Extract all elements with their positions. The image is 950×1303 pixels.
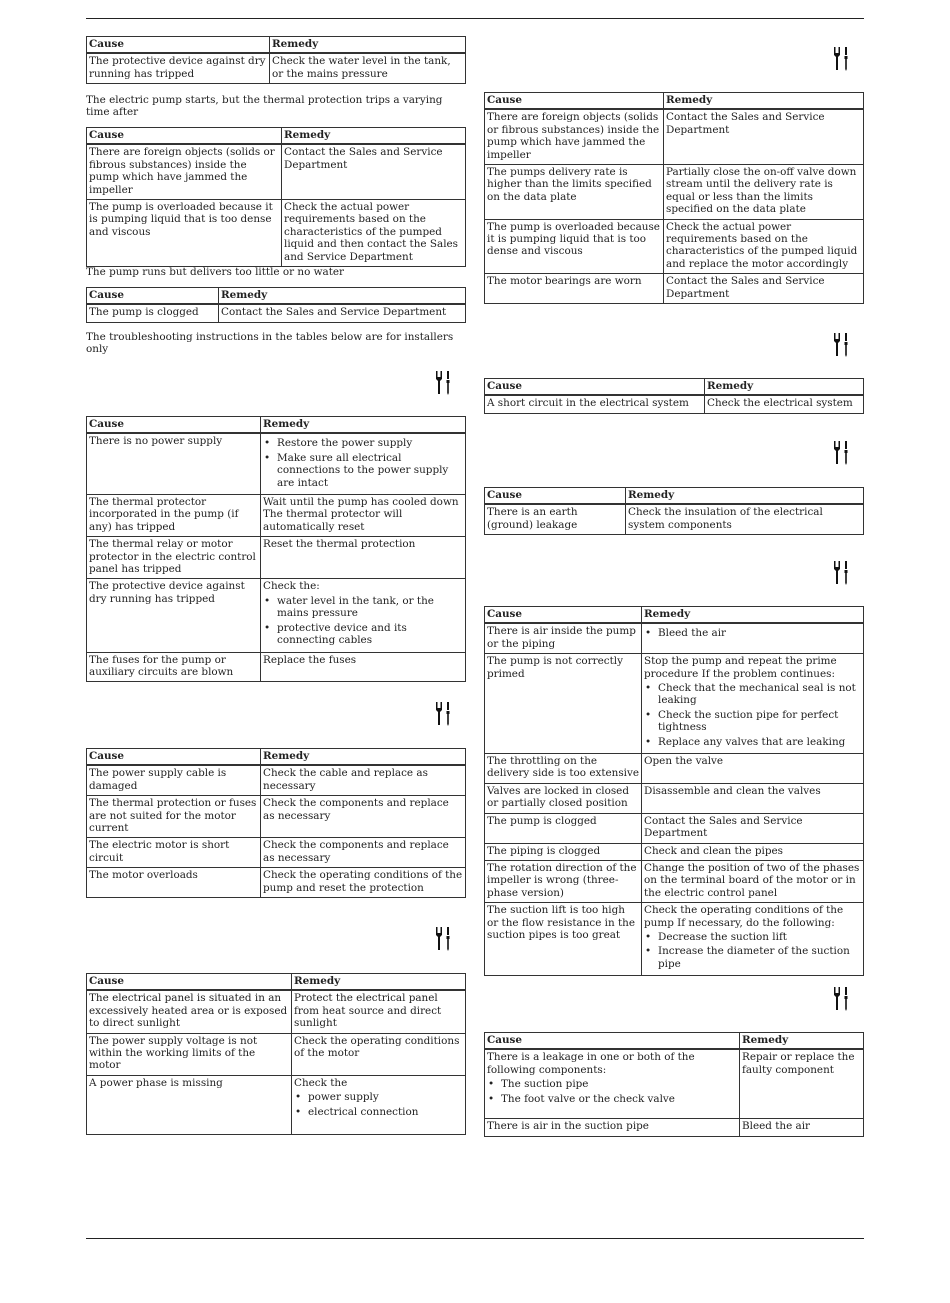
table-row: Valves are locked in closed or partially closed position Disassemble and clean the valves: [485, 783, 864, 813]
header-remedy: Remedy: [270, 37, 466, 54]
remedy-list: • Bleed the air: [644, 627, 861, 639]
top-rule: [86, 18, 864, 19]
table-no-power: Cause Remedy There is no power supply • Restore the power supply • Make sure all electrical connections to the power supply are intact The thermal protector incorporated in the pump (if any) has tripped Wait until the pump has cooled down The thermal protector will automatically reset The thermal relay or motor protector in the electric control panel has tripped Reset the thermal protection The protective device against dry running has tripped Check the: • water level in the tank, or the mains pressure • protective device and its connecting cables The fuses for the pump or auxiliary circuits are blown Replace the fuses: [86, 416, 466, 682]
wrench-screwdriver-icon: [832, 560, 850, 586]
table-suction-leakage: Cause Remedy There is a leakage in one or both of the following components: • The suction pipe • The foot valve or the check valve Repair or replace the faulty component There is air in the suction pipe Bleed the air: [484, 1032, 864, 1137]
table-row: The pump is not correctly primed Stop the pump and repeat the prime procedure If the problem continues: • Check that the mechanical seal is not leaking • Check the suction pipe for perfect tightness • Replace any valves that are leaking: [485, 654, 864, 754]
table-row: The pumps delivery rate is higher than the limits specified on the data plate Partially close the on-off valve down stream until the delivery rate is equal or less than the limits specified on the data plate: [485, 165, 864, 220]
table-short-circuit: Cause Remedy A short circuit in the electrical system Check the electrical system: [484, 378, 864, 414]
table-power-cable: Cause Remedy The power supply cable is damaged Check the cable and replace as necessary The thermal protection or fuses are not suited for the motor current Check the components and replace as necessary The electric motor is short circuit Check the components and replace as necessary The motor overloads Check the operating conditions of the pump and reset the protection: [86, 748, 466, 898]
table-row: The motor overloads Check the operating conditions of the pump and reset the protection: [87, 868, 466, 898]
intro-thermal-trips: The electric pump starts, but the thermal protection trips a varying time after: [86, 94, 443, 119]
table-row: The protective device against dry running has tripped Check the: • water level in the tank, or the mains pressure • protective device and its connecting cables: [87, 579, 466, 652]
table-row: The pump is clogged Contact the Sales and Service Department: [87, 304, 466, 322]
remedy-list: • Decrease the suction lift • Increase the diameter of the suction pipe: [644, 931, 861, 970]
wrench-screwdriver-icon: [832, 332, 850, 358]
cause-list: • The suction pipe • The foot valve or the check valve: [487, 1078, 737, 1105]
table-row: The thermal protection or fuses are not suited for the motor current Check the components and replace as necessary: [87, 796, 466, 838]
wrench-screwdriver-icon: [434, 926, 452, 952]
remedy-list: • power supply • electrical connection: [294, 1091, 463, 1118]
table-row: The power supply voltage is not within the working limits of the motor Check the operating conditions of the motor: [87, 1033, 466, 1075]
table-air-priming: Cause Remedy There is air inside the pump or the piping • Bleed the air The pump is not correctly primed Stop the pump and repeat the prime procedure If the problem continues: • Check that the mechanical seal is not leaking • Check the suction pipe for perfect tightness • Replace any valves that are leaking The throttling on the delivery side is too extensive Open the valve Valves are locked in closed or partially closed position Disassemble and clean the valves The pump is clogged Contact the Sales and Service Department The piping is clogged Check and clean the pipes The rotation direction of the impeller is wrong (three-phase version) Change the position of two of the phases on the terminal board of the motor or in the electric control panel The suction lift is too high or the flow resistance in the suction pipes is too great Check the operating conditions of the pump If necessary, do the following: • Decrease the suction lift • Increase the diameter of the suction pipe: [484, 606, 864, 976]
table-row: There is air inside the pump or the piping • Bleed the air: [485, 623, 864, 653]
table-row: There are foreign objects (solids or fibrous substances) inside the pump which have jammed the impeller Contact the Sales and Service Department: [485, 109, 864, 164]
table-row: There is air in the suction pipe Bleed the air: [485, 1119, 864, 1136]
table-row: The rotation direction of the impeller is wrong (three-phase version) Change the position of two of the phases on the terminal board of the motor or in the electric control panel: [485, 860, 864, 902]
table-row: The motor bearings are worn Contact the Sales and Service Department: [485, 274, 864, 304]
intro-little-water: The pump runs but delivers too little or no water: [86, 266, 345, 278]
remedy-list: • Restore the power supply • Make sure all electrical connections to the power supply are intact: [263, 437, 463, 489]
table-dry-running: [86, 36, 466, 84]
table-row: A power phase is missing Check the • power supply • electrical connection: [87, 1075, 466, 1134]
intro-installers-only: The troubleshooting instructions in the tables below are for installers only: [86, 331, 454, 356]
table-row: The fuses for the pump or auxiliary circuits are blown Replace the fuses: [87, 652, 466, 682]
table-little-water: Cause Remedy The pump is clogged Contact the Sales and Service Department: [86, 287, 466, 323]
remedy-list: • water level in the tank, or the mains pressure • protective device and its connecting cables: [263, 595, 463, 647]
wrench-screwdriver-icon: [832, 46, 850, 72]
table-row: The throttling on the delivery side is too extensive Open the valve: [485, 754, 864, 784]
table-row: There are foreign objects (solids or fibrous substances) inside the pump which have jammed the impeller Contact the Sales and Service Department: [87, 144, 466, 199]
table-row: The electric motor is short circuit Check the components and replace as necessary: [87, 838, 466, 868]
header-cause: Cause: [87, 37, 270, 54]
table-row: There is an earth (ground) leakage Check the insulation of the electrical system components: [485, 504, 864, 534]
table-row: There is no power supply • Restore the power supply • Make sure all electrical connections to the power supply are intact: [87, 433, 466, 494]
table-row: The pump is overloaded because it is pumping liquid that is too dense and viscous Check the actual power requirements based on the characteristics of the pumped liquid and then contact the Sales and Service Department: [87, 200, 466, 267]
table-earth-leakage: Cause Remedy There is an earth (ground) leakage Check the insulation of the electrical system components: [484, 487, 864, 535]
table-row: The protective device against dry running has tripped Check the water level in the tank, or the mains pressure: [87, 53, 466, 83]
bottom-rule: [86, 1238, 864, 1239]
table-row: A short circuit in the electrical system Check the electrical system: [485, 395, 864, 413]
table-row: The power supply cable is damaged Check the cable and replace as necessary: [87, 765, 466, 795]
table-row: The suction lift is too high or the flow resistance in the suction pipes is too great Check the operating conditions of the pump If necessary, do the following: • Decrease the suction lift • Increase the diameter of the suction pipe: [485, 903, 864, 976]
table-row: There is a leakage in one or both of the following components: • The suction pipe • The foot valve or the check valve Repair or replace the faulty component: [485, 1049, 864, 1119]
table-row: The pump is clogged Contact the Sales and Service Department: [485, 813, 864, 843]
table-row: The electrical panel is situated in an excessively heated area or is exposed to direct sunlight Protect the electrical panel from heat source and direct sunlight: [87, 990, 466, 1033]
wrench-screwdriver-icon: [832, 440, 850, 466]
table-row: The thermal protector incorporated in the pump (if any) has tripped Wait until the pump has cooled down The thermal protector will automatically reset: [87, 495, 466, 537]
table-foreign-objects: Cause Remedy There are foreign objects (solids or fibrous substances) inside the pump which have jammed the impeller Contact the Sales and Service Department The pumps delivery rate is higher than the limits specified on the data plate Partially close the on-off valve down stream until the delivery rate is equal or less than the limits specified on the data plate The pump is overloaded because it is pumping liquid that is too dense and viscous Check the actual power requirements based on the characteristics of the pumped liquid and replace the motor accordingly The motor bearings are worn Contact the Sales and Service Department: [484, 92, 864, 304]
wrench-screwdriver-icon: [832, 986, 850, 1012]
wrench-screwdriver-icon: [434, 370, 452, 396]
table-row: The thermal relay or motor protector in the electric control panel has tripped Reset the thermal protection: [87, 537, 466, 579]
remedy-list: • Check that the mechanical seal is not leaking • Check the suction pipe for perfect tightness • Replace any valves that are leaking: [644, 682, 861, 748]
table-row: The piping is clogged Check and clean the pipes: [485, 843, 864, 860]
wrench-screwdriver-icon: [434, 701, 452, 727]
table-electrical-panel: Cause Remedy The electrical panel is situated in an excessively heated area or is exposed to direct sunlight Protect the electrical panel from heat source and direct sunlight The power supply voltage is not within the working limits of the motor Check the operating conditions of the motor A power phase is missing Check the • power supply • electrical connection: [86, 973, 466, 1135]
table-row: The pump is overloaded because it is pumping liquid that is too dense and viscous Check the actual power requirements based on the characteristics of the pumped liquid and replace the motor accordingly: [485, 219, 864, 274]
table-thermal-trips: Cause Remedy There are foreign objects (solids or fibrous substances) inside the pump which have jammed the impeller Contact the Sales and Service Department The pump is overloaded because it is pumping liquid that is too dense and viscous Check the actual power requirements based on the characteristics of the pumped liquid and then contact the Sales and Service Department: [86, 127, 466, 267]
